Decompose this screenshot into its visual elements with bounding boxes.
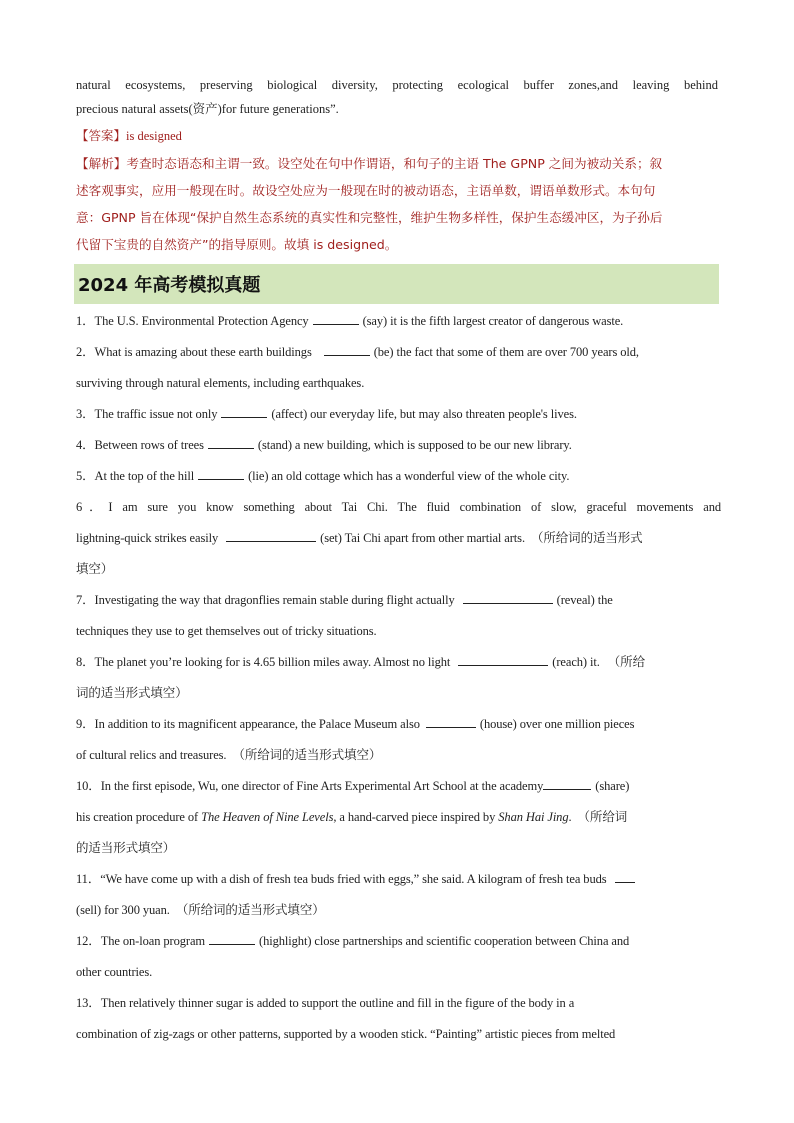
analysis-line-2: 述客观事实，应用一般现在时。故设空处应为一般现在时的被动语态，主语单数，谓语单数形式。本句句 (76, 183, 656, 198)
answer-blank[interactable] (324, 343, 370, 356)
question-6-cont: lightning-quick strikes easily (set) Tai Chi apart from other martial arts. （所给词的适当形式 (76, 530, 643, 545)
answer-label: 【答案】 (76, 128, 127, 143)
analysis-block (76, 150, 718, 258)
question-6-cont-2: 填空） (76, 561, 114, 576)
section-title: 2024 年高考模拟真题 (74, 264, 719, 304)
question-2-cont: surviving through natural elements, including earthquakes. (76, 376, 365, 390)
analysis-line-3: 意：GPNP 旨在体现“保护自然生态系统的真实性和完整性，维护生物多样性，保护生态缓冲区，为子孙后 (76, 210, 663, 225)
question-12: 12．The on-loan program (highlight) close partnerships and scientific cooperation between China and (76, 934, 630, 948)
question-9: 9．In addition to its magnificent appearance, the Palace Museum also (house) over one million pieces (76, 717, 635, 731)
question-11-cont: (sell) for 300 yuan. （所给词的适当形式填空） (76, 902, 325, 917)
question-8: 8．The planet you’re looking for is 4.65 billion miles away. Almost no light (reach) it. （所给 (76, 654, 645, 669)
question-list (76, 308, 721, 1052)
question-3: 3．The traffic issue not only (affect) our everyday life, but may also threaten people's lives. (76, 407, 577, 421)
answer-blank[interactable] (198, 467, 244, 480)
answer-blank[interactable] (458, 653, 548, 666)
answer-blank[interactable] (209, 932, 255, 945)
answer-blank[interactable] (221, 405, 267, 418)
answer-blank[interactable] (313, 312, 359, 325)
answer-block (76, 125, 182, 147)
question-13-cont: combination of zig-zags or other patterns, supported by a wooden stick. “Painting” artistic pieces from melted (76, 1027, 616, 1041)
question-8-cont: 词的适当形式填空） (76, 685, 188, 700)
intro-passage (76, 73, 718, 121)
question-4: 4．Between rows of trees (stand) a new building, which is supposed to be our new library. (76, 438, 572, 452)
intro-line-2: precious natural assets(资产)for future generations”. (76, 102, 339, 116)
question-12-cont: other countries. (76, 965, 153, 979)
question-2: 2．What is amazing about these earth buildings (be) the fact that some of them are over 700 years old, (76, 345, 639, 359)
answer-blank[interactable] (426, 715, 476, 728)
question-7-cont: techniques they use to get themselves out of tricky situations. (76, 624, 377, 638)
answer-blank[interactable] (463, 591, 553, 604)
intro-line-1: natural ecosystems, preserving biological diversity, protecting ecological buffer zones,and leaving behind (76, 78, 718, 92)
question-13: 13．Then relatively thinner sugar is added to support the outline and fill in the figure of the body in a (76, 996, 575, 1010)
question-11: 11．“We have come up with a dish of fresh tea buds fried with eggs,” she said. A kilogram of fresh tea buds (76, 866, 721, 897)
analysis-line-1: 考查时态语态和主谓一致。设空处在句中作谓语，和句子的主语 The GPNP 之间为被动关系；叙 (126, 156, 663, 171)
answer-blank[interactable] (615, 870, 635, 883)
question-9-cont: of cultural relics and treasures. （所给词的适当形式填空） (76, 747, 382, 762)
answer-blank[interactable] (208, 436, 254, 449)
answer-text: is designed (126, 129, 182, 143)
question-1: 1．The U.S. Environmental Protection Agency (say) it is the fifth largest creator of dangerous waste. (76, 314, 624, 328)
question-10-cont-2: 的适当形式填空） (76, 840, 176, 855)
question-10: 10．In the first episode, Wu, one director of Fine Arts Experimental Art School at the academy (share) (76, 779, 630, 793)
analysis-label: 【解析】 (76, 156, 127, 171)
question-5: 5．At the top of the hill (lie) an old cottage which has a wonderful view of the whole city. (76, 469, 570, 483)
question-6: 6．I am sure you know something about Tai Chi. The fluid combination of slow, graceful movements and (76, 500, 721, 514)
analysis-line-4: 代留下宝贵的自然资产”的指导原则。故填 is designed。 (76, 237, 398, 252)
answer-blank[interactable] (226, 529, 316, 542)
question-7: 7．Investigating the way that dragonflies remain stable during flight actually (reveal) the (76, 593, 613, 607)
question-10-cont: his creation procedure of The Heaven of Nine Levels, a hand-carved piece inspired by Shan Hai Jing. （所给词 (76, 809, 628, 824)
answer-blank[interactable] (543, 777, 591, 790)
